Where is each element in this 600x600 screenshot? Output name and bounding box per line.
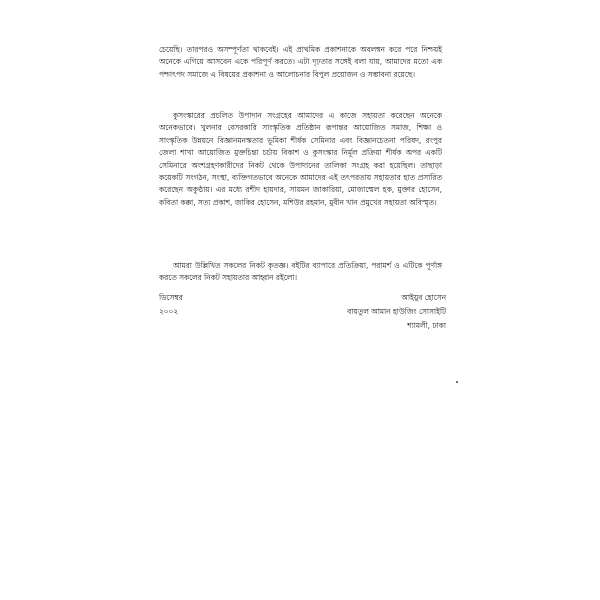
author-name: আইয়ুব হোসেন xyxy=(401,293,446,302)
date-year: ২০০২ xyxy=(159,307,179,316)
paragraph-closing: আমরা উল্লিখিত সকলের নিকট কৃতজ্ঞ। বইটির ব্যাপারে প্রতিক্রিয়া, পরামর্শ ও এটিকে পূর্ণাঙ্গ করতে সকলের নিকট সহায়তার আহ্বান রইলো। xyxy=(159,261,442,283)
text-paragraph-1 xyxy=(159,44,442,81)
ink-speck xyxy=(456,381,458,383)
paragraph-acknowledgement: কুসংস্কারের প্রচলিত উপাদান সংগ্রহের আমাদের এ কাজে সহায়তা করেছেন অনেকে অনেকভাবে। খুলনার বেসরকারি সাংস্কৃতিক প্রতিষ্ঠান রূপান্তর আয়োজিত সমাজ, শিক্ষা ও সাংস্কৃতিক উন্নয়নে বিজ্ঞানমনস্কতার ভূমিকা শীর্ষক সেমিনার এবং বিজ্ঞানচেতনা পরিষদ, রংপুর জেলা শাখা আয়োজিত মুক্তচিন্তা চর্চায় বিকাশ ও কুসংস্কার নির্মূল প্রক্রিয়া শীর্ষক অপর একটি সেমিনারে অংশগ্রহণকারীদের নিকট থেকে উপাদানের তালিকা সংগ্রহ করা হয়েছিল। তাছাড়া কয়েকটি সংগঠন, সংস্থা, ব্যক্তিগতভাবে অনেকে আমাদের এই তৎপরতায় সহায়তার হাত প্রসারিত করেছেন অকুণ্ঠায়। এর মধ্যে রশীদ হায়দার, সায়মন জাকারিয়া, মোজাম্মেল হক, মুক্তার হোসেন, কবিতা কক্কা, সত্য প্রকাশ, জাকির হোসেন, মশিউর রহমান, মুবীন খান প্রমুখের সহায়তা অবিস্মৃত। xyxy=(159,111,442,207)
text-paragraph-2 xyxy=(159,110,442,209)
text-paragraph-3 xyxy=(159,260,442,285)
date-month: ডিসেম্বর xyxy=(159,293,183,302)
author-address-line-2: শ্যামলী, ঢাকা xyxy=(407,321,446,330)
date-block xyxy=(159,291,183,319)
author-block xyxy=(347,291,446,333)
author-address-line-1: বায়তুল আমান হাউজিং সোসাইটি xyxy=(347,307,446,316)
paragraph-continuation: চেয়েছি। তারপরও অসম্পূর্ণতা থাকবেই। এই প্রাথমিক প্রকাশনাকে অবলম্বন করে পরে নিশ্চয়ই অনেকে এগিয়ে আসবেন একে পরিপূর্ণ করতে। এটা দৃঢ়তার সঙ্গেই বলা যায়, আমাদের মতো এক পশ্চাৎপদ সমাজে এ বিষয়ের প্রকাশনা ও আলোচনার বিপুল প্রয়োজন ও সম্ভাবনা রয়েছে। xyxy=(159,45,442,79)
